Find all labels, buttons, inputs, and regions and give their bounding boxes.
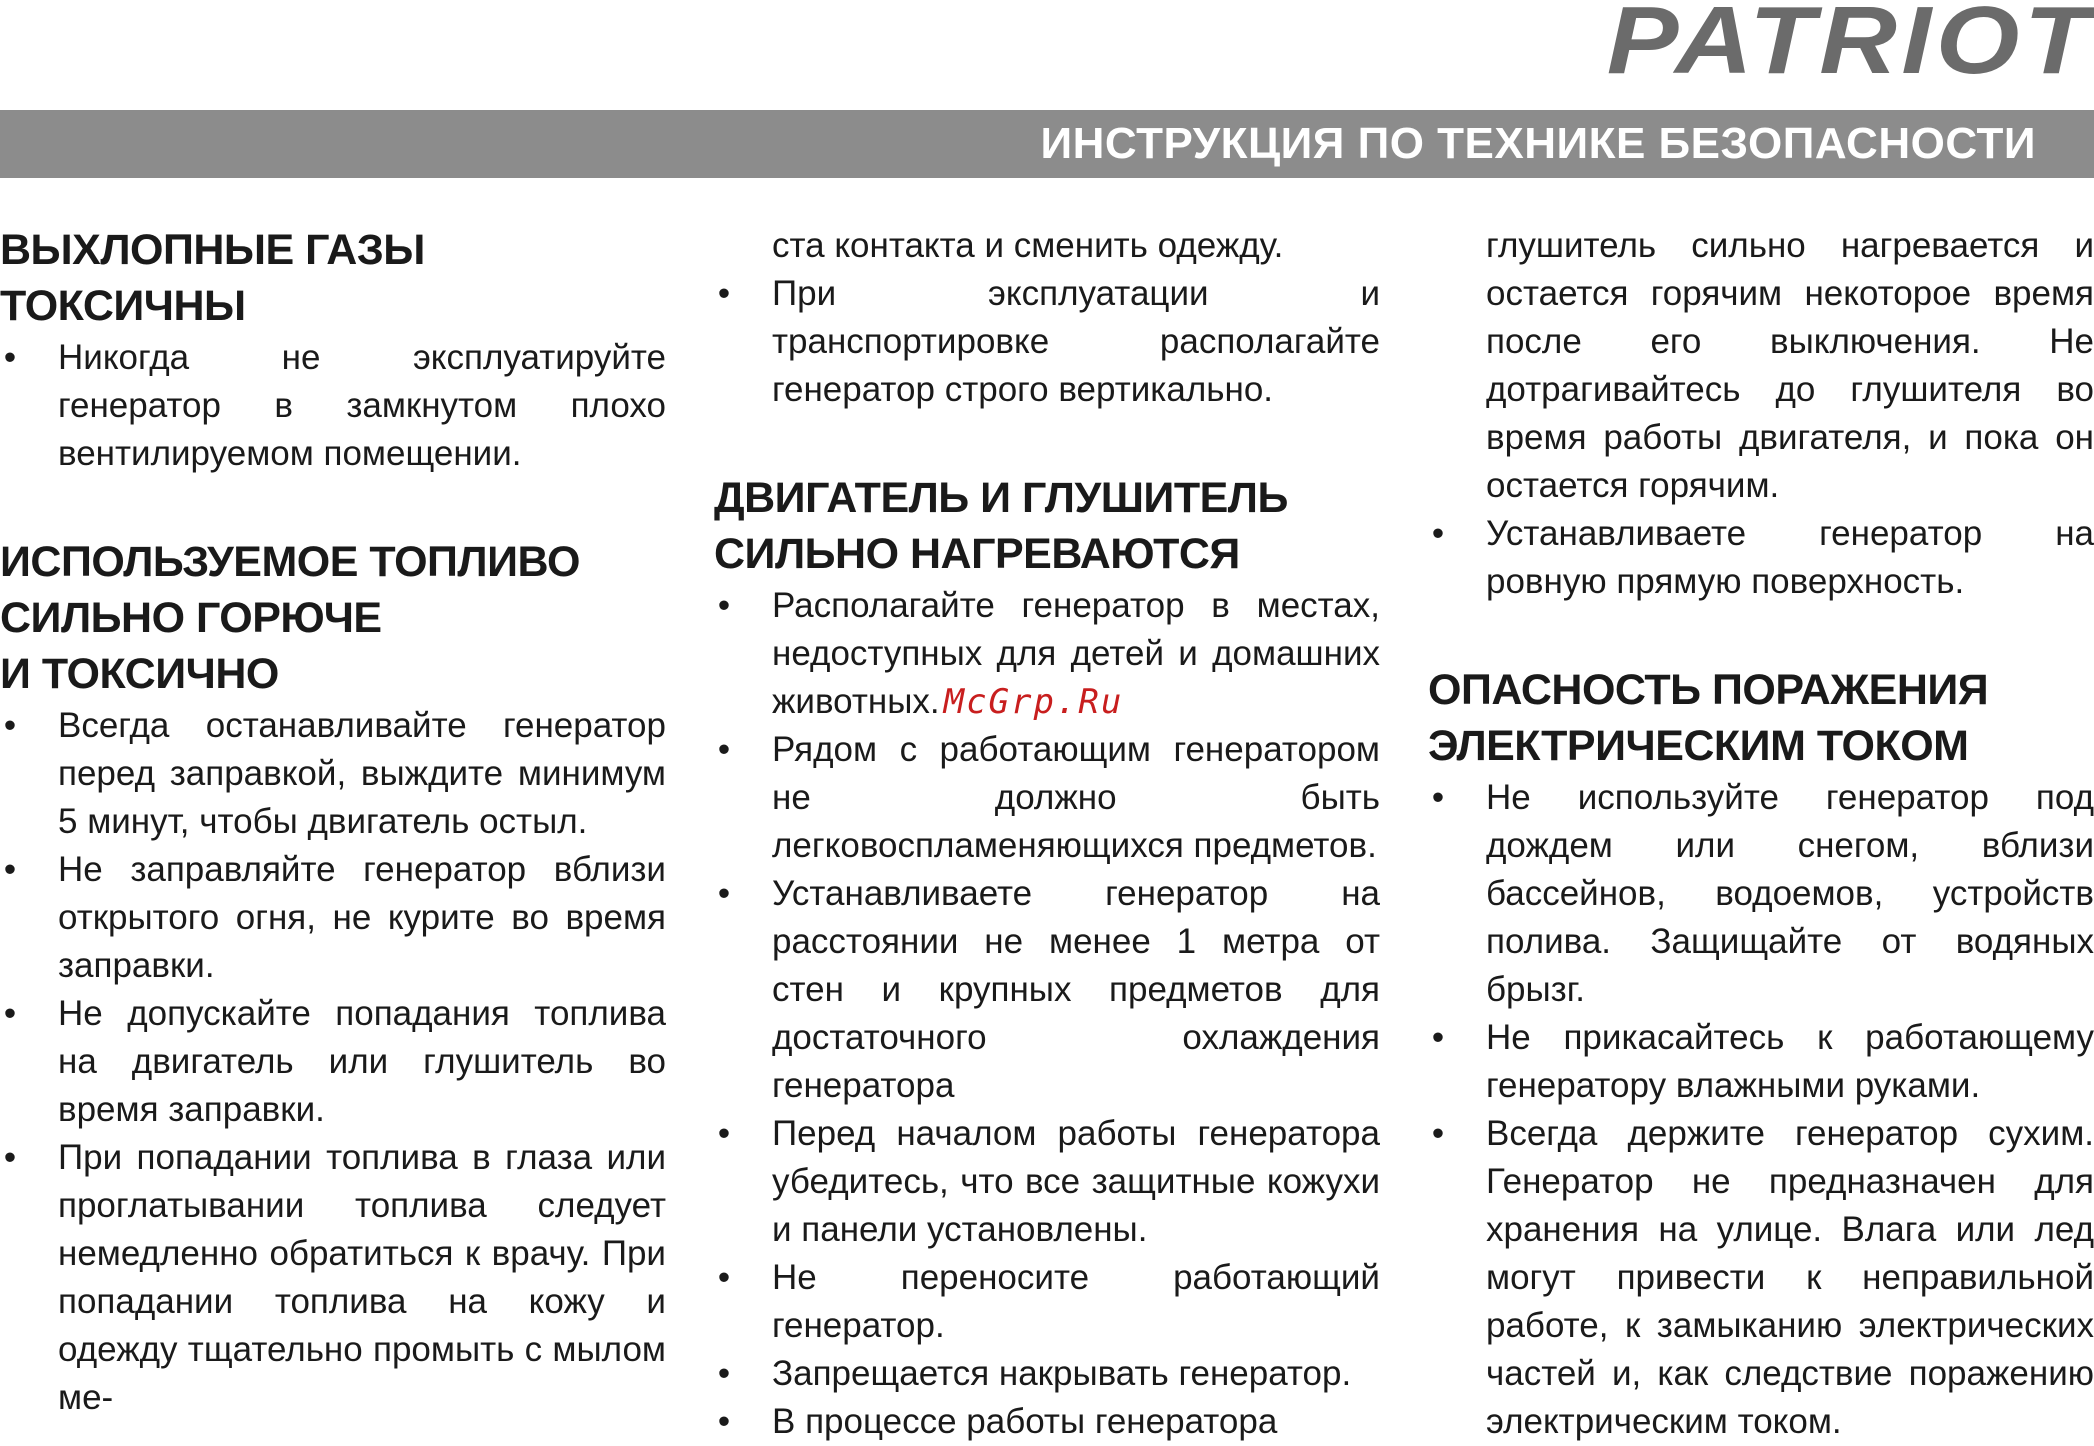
electric-shock-list xyxy=(1428,774,2094,1446)
patriot-logo: PATRIOT xyxy=(1606,0,2094,94)
bullet-icon: • xyxy=(1431,1114,1445,1153)
list-item: • Не прикасайтесь к работающему генератору влажными руками. xyxy=(1428,1014,2094,1110)
list-item: • Не заправляйте генератор вблизи открытого огня, не курите во время заправки. xyxy=(0,846,666,990)
section-title-electric-shock: ОПАСНОСТЬ ПОРАЖЕНИЯ ЭЛЕКТРИЧЕСКИМ ТОКОМ xyxy=(1428,666,1989,770)
list-item: • Устанавливаете генератор на ровную прямую поверхность. xyxy=(1428,510,2094,606)
column-2 xyxy=(714,222,1380,1446)
bullet-icon: • xyxy=(1431,778,1445,817)
engine-heat-list xyxy=(714,582,1380,1446)
list-item: • Рядом с работающим генератором не должно быть легковоспламеняющихся предметов. xyxy=(714,726,1380,870)
list-item: • Не допускайте попадания топлива на двигатель или глушитель во время заправки. xyxy=(0,990,666,1134)
list-item: • Перед началом работы генератора убедитесь, что все защитные кожухи и панели установлены. xyxy=(714,1110,1380,1254)
bullet-icon: • xyxy=(717,274,731,313)
list-item: • Запрещается накрывать генератор. xyxy=(714,1350,1380,1398)
bullet-icon: • xyxy=(717,730,731,769)
continued-text: ста контакта и сменить одежду. xyxy=(772,226,1284,265)
bullet-icon: • xyxy=(3,994,17,1033)
bullet-icon: • xyxy=(717,586,731,625)
fuel-list xyxy=(0,702,666,1422)
bullet-icon: • xyxy=(1431,1018,1445,1057)
page-title: ИНСТРУКЦИЯ ПО ТЕХНИКЕ БЕЗОПАСНОСТИ xyxy=(1040,119,2036,168)
section-header-bar xyxy=(0,110,2094,178)
column-1 xyxy=(0,222,666,1422)
section-title-exhaust: ВЫХЛОПНЫЕ ГАЗЫ ТОКСИЧНЫ xyxy=(0,226,425,330)
bullet-icon: • xyxy=(1431,514,1445,553)
bullet-icon: • xyxy=(3,1138,17,1177)
transport-list xyxy=(714,270,1380,414)
list-item: • При эксплуатации и транспортировке располагайте генератор строго вертикально. xyxy=(714,270,1380,414)
section-title-fuel: ИСПОЛЬЗУЕМОЕ ТОПЛИВО СИЛЬНО ГОРЮЧЕ И ТОКСИЧНО xyxy=(0,538,580,698)
continued-text: глушитель сильно нагревается и остается горячим некоторое время после его выключения. Не дотрагивайтесь до глушителя во время работы двигателя, и пока он остается горячим. xyxy=(1486,226,2094,505)
bullet-icon: • xyxy=(717,1114,731,1153)
list-item: • Всегда держите генератор сухим. Генератор не предназначен для хранения на улице. Влага или лед могут привести к неправильной работе, к замыканию электрических частей и, как следствие поражению электрическим током. xyxy=(1428,1110,2094,1446)
list-item: • При попадании топлива в глаза или проглатывании топлива следует немедленно обратиться к врачу. При попадании топлива на кожу и одежду тщательно промыть с мылом ме- xyxy=(0,1134,666,1422)
watermark: McGrp.Ru xyxy=(943,682,1124,722)
bullet-icon: • xyxy=(717,874,731,913)
bullet-icon: • xyxy=(717,1402,731,1441)
list-item: • Никогда не эксплуатируйте генератор в замкнутом плохо вентилируемом помещении. xyxy=(0,334,666,478)
bullet-icon: • xyxy=(3,706,17,745)
bullet-icon: • xyxy=(717,1354,731,1393)
bullet-icon: • xyxy=(3,850,17,889)
section-title-engine-heat: ДВИГАТЕЛЬ И ГЛУШИТЕЛЬ СИЛЬНО НАГРЕВАЮТСЯ xyxy=(714,474,1288,578)
exhaust-list xyxy=(0,334,666,478)
list-item: • Располагайте генератор в местах, недоступных для детей и домашних животных. McGrp.Ru xyxy=(714,582,1380,726)
column-3 xyxy=(1428,222,2094,1446)
bullet-icon: • xyxy=(3,338,17,377)
list-item: • Всегда останавливайте генератор перед заправкой, выждите минимум 5 минут, чтобы двигатель остыл. xyxy=(0,702,666,846)
list-item: • Устанавливаете генератор на расстоянии не менее 1 метра от стен и крупных предметов для достаточного охлаждения генератора xyxy=(714,870,1380,1110)
bullet-icon: • xyxy=(717,1258,731,1297)
list-item: • Не используйте генератор под дождем или снегом, вблизи бассейнов, водоемов, устройств полива. Защищайте от водяных брызг. xyxy=(1428,774,2094,1014)
list-item: • Не переносите работающий генератор. xyxy=(714,1254,1380,1350)
list-item: • В процессе работы генератора xyxy=(714,1398,1380,1446)
surface-list xyxy=(1428,510,2094,606)
